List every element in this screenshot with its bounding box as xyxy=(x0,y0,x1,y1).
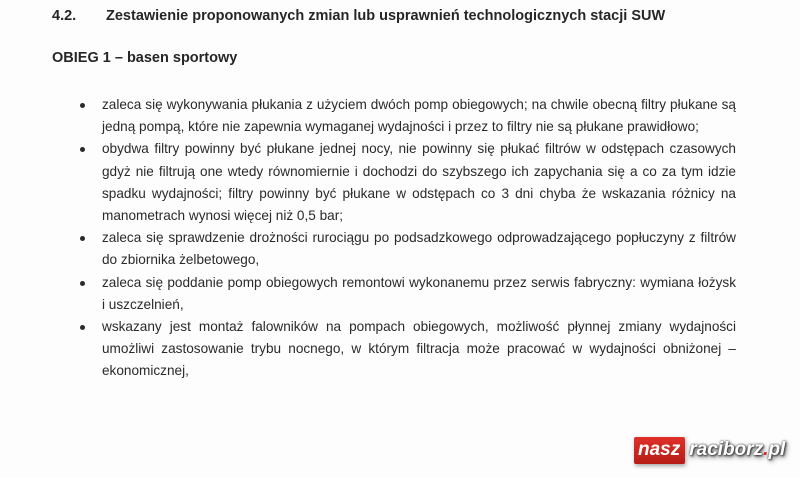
logo-suffix: pl xyxy=(768,439,786,460)
list-item xyxy=(80,94,736,138)
bullet-icon xyxy=(80,147,85,152)
list-item-text: zaleca się sprawdzenie drożności rurociągu po podsadzkowego odprowadzającego popłuczyny z filtrów do zbiornika żelbetowego, xyxy=(102,230,736,268)
bullet-icon xyxy=(80,236,85,241)
bullet-icon xyxy=(80,325,85,330)
bullet-icon xyxy=(80,103,85,108)
logo-box-text: nasz xyxy=(634,437,685,464)
watermark-logo xyxy=(634,436,785,464)
logo-dot: . xyxy=(763,439,769,460)
list-item-text: wskazany jest montaż falowników na pompach obiegowych, możliwość płynnej zmiany wydajności umożliwi zastosowanie trybu nocnego, w którym filtracja może pracować w wydajności obniżonej – ekonomicznej, xyxy=(102,319,736,379)
list-item-text: obydwa filtry powinny być płukane jednej nocy, nie powinny się płukać filtrów w odstępach czasowych gdyż nie filtrują one wtedy równomiernie i dochodzi do szybszego ich zapychania się a co za tym idzie spadku wydajności; filtry powinny być płukane w odstępach co 3 dni chyba że wskazania różnicy na manometrach wynosi więcej niż 0,5 bar; xyxy=(102,141,736,224)
logo-text xyxy=(689,439,785,461)
list-item-text: zaleca się wykonywania płukania z użyciem dwóch pomp obiegowych; na chwile obecną filtry płukane są jedną pompą, które nie zapewnia wymaganej wydajności i przez to filtry nie są płukane prawidłowo; xyxy=(102,97,736,135)
list-item xyxy=(80,272,736,316)
bullet-icon xyxy=(80,281,85,286)
list-item xyxy=(80,316,736,383)
logo-name: raciborz xyxy=(689,439,764,460)
section-title: Zestawienie proponowanych zmian lub usprawnień technologicznych stacji SUW xyxy=(106,8,666,24)
recommendation-list xyxy=(80,94,736,383)
list-item xyxy=(80,138,736,227)
list-item-text: zaleca się poddanie pomp obiegowych remontowi wykonanemu przez serwis fabryczny: wymiana łożysk i uszczelnień, xyxy=(102,274,736,312)
list-item xyxy=(80,227,736,271)
section-heading xyxy=(52,8,665,24)
section-number: 4.2. xyxy=(52,8,77,24)
subsection-heading: OBIEG 1 – basen sportowy xyxy=(52,50,238,66)
